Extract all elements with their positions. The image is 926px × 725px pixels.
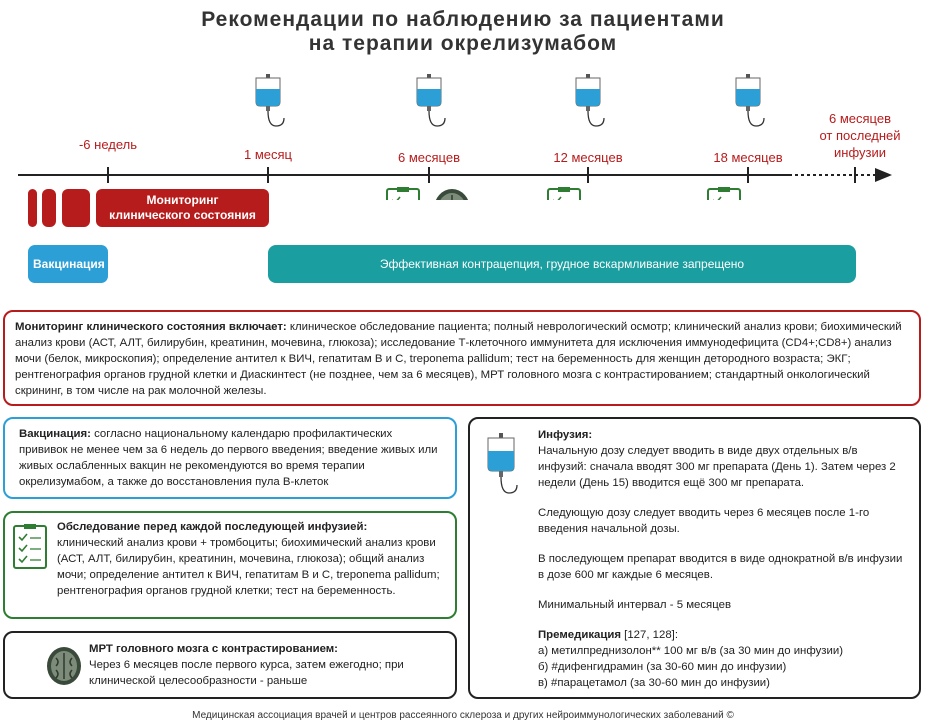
monitoring-text: клиническое обследование пациента; полный неврологический осмотр; клинический анализ крови; биохимический анализ крови (АСТ, АЛТ, билирубин, креатинин, мочевина, глюкоза); исследование Т-клеточного иммунитета для исключения иммунодефицита (CD4+;CD8+) анализ мочи (белок, микроскопия); определение антител к ВИЧ, гепатитам В и С, treponema pallidum; тест на беременность для женщин детородного возраста; ЭКГ; рентгенография органов грудной клетки и Диаскинтест (не позднее, чем за 6 месяцев), МРТ головного мозга с контрастированием; стандартный онкологический скрининг, в том числе на рак молочной железы. [15,321,902,397]
premed-item: б) #дифенгидрамин (за 30-60 мин до инфузии) [538,661,787,673]
iv-drip-icon [482,433,522,513]
premed-item: в) #парацетамол (за 30-60 мин до инфузии) [538,677,770,689]
infusion-p4: Минимальный интервал - 5 месяцев [538,599,732,611]
monitoring-stripe-1 [28,189,37,227]
vaccination-bar: Вакцинация [28,245,108,283]
infusion-p1: Начальную дозу следует вводить в виде двух отдельных в/в инфузий: сначала вводят 300 мг препарата (День 1). Затем через 2 недели (День 15) вводится ещё 300 мг препарата. [538,445,896,489]
vaccination-text: согласно национальному календарю профилактических прививок не менее чем за 6 недель до первого введения; введение живых или живых ослабленных вакцин не рекомендуются во время терапии окрелизумабом, а также до восстановления пула В-клеток [19,428,438,488]
monitoring-stripe-3 [62,189,90,227]
exam-heading: Обследование перед каждой последующей инфузией: [57,521,368,533]
checklist-icon-18m [708,187,740,200]
mri-info-box [3,631,457,699]
iv-drip-icon-12m [576,74,604,126]
timeline-label-1m: 1 месяц [244,147,292,162]
monitoring-heading: Мониторинг клинического состояния включает: [15,321,287,333]
timeline-label-last: 6 месяцев от последней инфузии [819,111,901,160]
timeline-label-12m: 12 месяцев [553,150,623,165]
checklist-icon-12m [548,187,580,200]
brain-mri-icon [45,645,83,687]
infusion-p2: Следующую дозу следует вводить через 6 месяцев после 1-го введения начальной дозы. [538,507,870,535]
monitoring-bar: Мониторинг клинического состояния [96,189,269,227]
vaccination-heading: Вакцинация: [19,428,91,440]
monitoring-stripe-2 [42,189,56,227]
checklist-icon-6m [387,187,419,200]
timeline-label-18m: 18 месяцев [713,150,783,165]
premed-ref: [127, 128]: [621,629,679,641]
page-title-line1: Рекомендации по наблюдению за пациентами [201,8,725,31]
exam-text: клинический анализ крови + тромбоциты; биохимический анализ крови (АСТ, АЛТ, билирубин, креатинин, мочевина, глюкоза); общий анализ мочи; определение антител к ВИЧ, гепатитам В и С, treponema pallidum; рентгенография органов грудной клетки; тест на беременность. [57,537,440,597]
premed-heading: Премедикация [538,629,622,641]
infusion-p3: В последующем препарат вводится в виде однократной в/в инфузии в дозе 600 мг каждые 6 месяцев. [538,553,903,581]
page-title-line2: на терапии окрелизумабом [308,32,618,55]
infusion-info-box [468,417,921,699]
timeline-arrow-icon [875,168,892,182]
infusion-heading: Инфузия: [538,429,593,441]
iv-drip-icon-6m [417,74,445,126]
brain-mri-icon [434,189,470,200]
iv-drip-icon-1m [256,74,284,126]
iv-drip-icon-18m [736,74,764,126]
mri-heading: МРТ головного мозга с контрастированием: [89,643,338,655]
exam-info-box [3,511,457,619]
checklist-icon [13,523,47,569]
monitoring-info-box [3,310,921,406]
footer-copyright: Медицинская ассоциация врачей и центров рассеянного склероза и других нейроиммунологических заболеваний © [192,710,734,721]
mri-text: Через 6 месяцев после первого курса, затем ежегодно; при клинической целесообразности - раньше [89,659,404,687]
timeline-graphics [0,0,926,200]
timeline-label-minus6: -6 недель [78,137,138,152]
vaccination-info-box [3,417,457,499]
contraception-bar: Эффективная контрацепция, грудное вскармливание запрещено [268,245,856,283]
timeline-label-6m: 6 месяцев [398,150,460,165]
premed-item: а) метилпреднизолон** 100 мг в/в (за 30 мин до инфузии) [538,645,844,657]
